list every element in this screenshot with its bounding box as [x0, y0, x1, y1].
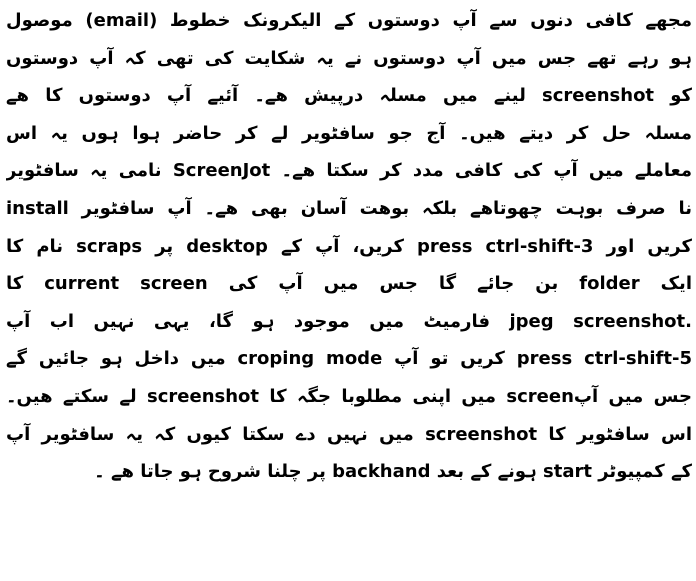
text-line-1: مجھے کافی دنوں سے آپ دوستوں کے الیکرونک خطوط (email) موصول	[6, 10, 692, 31]
text-line-11: جس میں آپscreen میں اپنی مطلوبا جگہ کا screenshot لے سکتے ھیں۔	[6, 385, 692, 407]
text-line-8: ایک folder بن جائے گا جس میں آپ کی current screen کا	[6, 273, 692, 295]
text-line-12: اس سافٹویر کا screenshot میں نہیں دے سکتا کیوں کہ یہ سافٹویر آپ	[6, 423, 692, 445]
text-line-4: مسلہ حل کر دیتے ھیں۔ آج جو سافٹویر لے کر حاضر ہوا ہوں یہ اس	[6, 122, 692, 144]
text-line-7: کریں اور press ctrl-shift-3 کریں، آپ کے desktop پر scraps نام کا	[6, 235, 692, 257]
text-line-6: نا صرف بوہت چھوتاھے بلکہ بوھت آسان بھی ھے۔ آپ سافٹویر install	[6, 197, 692, 219]
text-line-5: معاملے میں آپ کی کافی مدد کر سکتا ھے۔ ScreenJot نامی یہ سافٹویر	[6, 160, 692, 182]
text-line-10: press ctrl-shift-5 کریں تو آپ croping mode میں داخل ہو جائیں گے	[6, 348, 692, 370]
article-body	[6, 2, 692, 491]
text-line-9: .jpeg screenshot فارمیٹ میں موجود ہو گا، یہی نہیں اب آپ	[6, 310, 692, 332]
text-line-13: کے کمپیوٹر start ہونے کے بعد backhand پر چلنا شروح ہو جاتا ھے ۔	[94, 461, 692, 483]
text-line-2: ہو رہے تھے جس میں آپ دوستوں نے یہ شکایت کی تھی کہ آپ دوستوں	[6, 47, 692, 69]
text-line-3: کو screenshot لینے میں مسلہ درپیش ھے۔ آئیے آپ دوستوں کا ھے	[6, 85, 692, 107]
